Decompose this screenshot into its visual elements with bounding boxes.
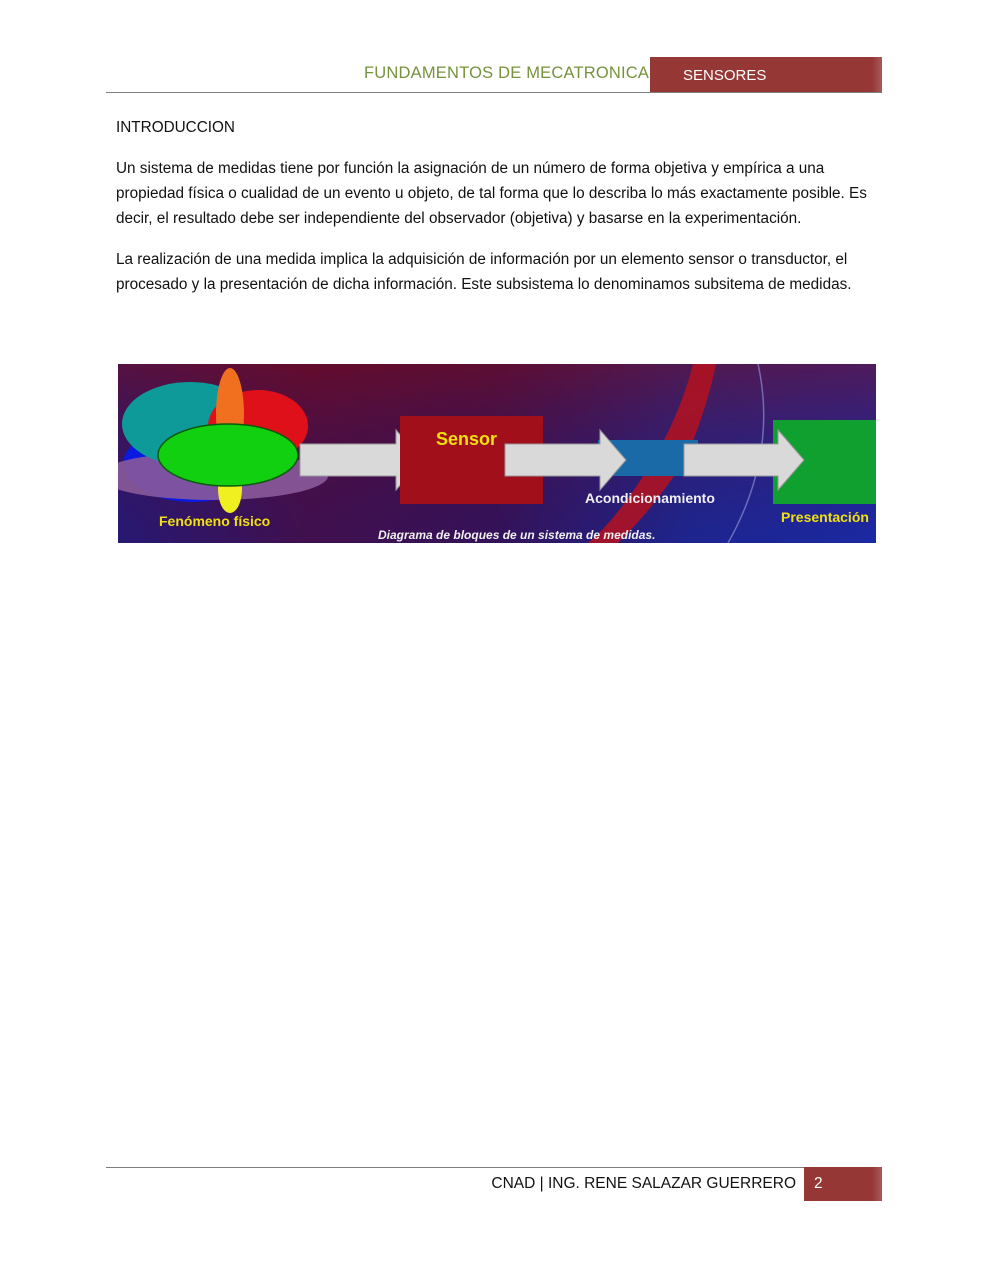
phenomenon-label: Fenómeno físico — [159, 513, 271, 529]
header-section-tab — [650, 57, 882, 93]
header-title: FUNDAMENTOS DE MECATRONICA — [364, 64, 650, 82]
presentation-label: Presentación — [781, 509, 869, 525]
conditioning-label: Acondicionamiento — [585, 490, 715, 506]
page-number-box — [804, 1167, 882, 1201]
paragraph-2: La realización de una medida implica la adquisición de información por un elemento sensor o transductor, el procesado y la presentación de dicha información. Este subsistema lo denominamos subsitema de medidas. — [116, 251, 852, 293]
header-divider — [106, 92, 882, 93]
sensor-label: Sensor — [436, 429, 498, 449]
document-body — [116, 115, 876, 313]
diagram-caption: Diagrama de bloques de un sistema de medidas. — [378, 528, 656, 542]
measurement-system-diagram — [118, 364, 876, 543]
paragraph-1: Un sistema de medidas tiene por función la asignación de un número de forma objetiva y empírica a una propiedad física o cualidad de un evento u objeto, de tal forma que lo describa lo más exactamente posible. Es decir, el resultado debe ser independiente del observador (objetiva) y basarse en la experimentación. — [116, 160, 867, 227]
footer-author: CNAD | ING. RENE SALAZAR GUERRERO — [491, 1175, 796, 1192]
header-section-label: SENSORES — [683, 67, 767, 84]
page-number: 2 — [814, 1175, 823, 1192]
section-heading: INTRODUCCION — [116, 119, 235, 136]
footer-divider — [106, 1167, 882, 1168]
